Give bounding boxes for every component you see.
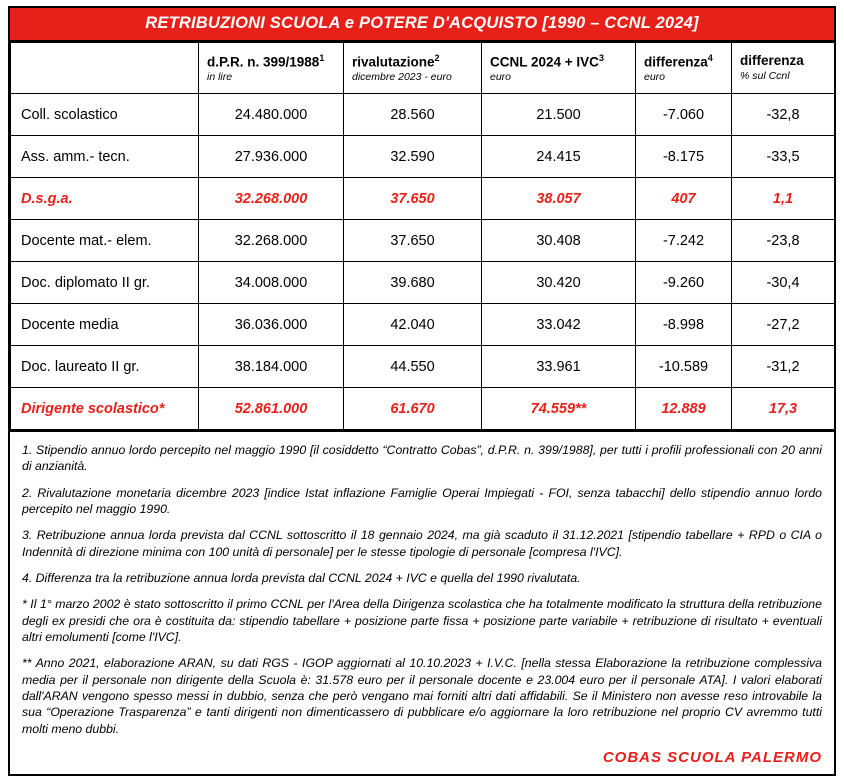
row-label: Dirigente scolastico* (11, 388, 199, 430)
cell-dpr399: 32.268.000 (199, 220, 344, 262)
column-header-ccnl2024-label: CCNL 2024 + IVC (490, 54, 599, 70)
table-row (11, 262, 835, 304)
table-row (11, 220, 835, 262)
footnote-2: 2. Rivalutazione monetaria dicembre 2023 [indice Istat inflazione Famiglie Operai Impiegati - FOI, senza tabacchi] dello stipendio annuo lordo percepito nel maggio 1990. (22, 485, 822, 517)
footnote-1: 1. Stipendio annuo lordo percepito nel maggio 1990 [il cosiddetto “Contratto Cobas”, d.P.R. n. 399/1988], per tutti i profili professionali con 20 anni di anzianità. (22, 443, 822, 474)
footnote-double-asterisk: ** Anno 2021, elaborazione ARAN, su dati RGS - IGOP aggiornati al 10.10.2023 + I.V.C. [nella stessa Elaborazione la retribuzione complessiva media per il personale non dirigente della Scuola è: 31.578 euro per il personale docente e 23.004 euro per il personale ATA]. I valori elaborati dall'ARAN vengono spesso messi in dubbio, senza che però vengano mai forniti altri dati affidabili. Se il Ministero non avesse reso introvabile la sua “Operazione Trasparenza” e tanti dirigenti non dimenticassero di pubblicare e/o aggiornare la loro retribuzione nel proprio CV avremmo tutti molti meno dubbi. (22, 656, 822, 736)
document-frame (8, 6, 836, 776)
cell-dpr399: 27.936.000 (199, 136, 344, 178)
table-row (11, 94, 835, 136)
table-row (11, 136, 835, 178)
table-row (11, 304, 835, 346)
table-header-row (11, 43, 835, 94)
cell-dpr399: 36.036.000 (199, 304, 344, 346)
row-label: Doc. diplomato II gr. (11, 262, 199, 304)
row-label: D.s.g.a. (11, 178, 199, 220)
organization-signature: COBAS SCUOLA PALERMO (602, 749, 822, 767)
cell-differenza-perc: -27,2 (732, 304, 835, 346)
table-row (11, 346, 835, 388)
cell-differenza-euro: -9.260 (636, 262, 732, 304)
retribuzioni-table (10, 42, 835, 430)
cell-dpr399: 38.184.000 (199, 346, 344, 388)
column-header-differenza-euro-sup: 4 (707, 52, 713, 63)
column-header-rivalutazione-sup: 2 (434, 52, 440, 63)
row-label: Ass. amm.- tecn. (11, 136, 199, 178)
column-header-differenza-euro-sub: euro (644, 70, 666, 83)
table-row-highlighted (11, 388, 835, 430)
column-header-dpr399-sup: 1 (319, 52, 325, 63)
column-header-differenza-euro (636, 43, 732, 94)
table-body (11, 94, 835, 430)
row-label: Coll. scolastico (11, 94, 199, 136)
cell-ccnl2024: 30.408 (482, 220, 636, 262)
footnote-asterisk: * Il 1° marzo 2002 è stato sottoscritto il primo CCNL per l'Area della Dirigenza scolastica che ha totalmente modificato la struttura della retribuzione degli ex presidi che ora è costituita da: stipendio tabellare + posizione parte fissa + posizione parte variabile + retribuzione di risultato + eventuali altri emolumenti [come l'IVC]. (22, 597, 822, 645)
cell-ccnl2024: 24.415 (482, 136, 636, 178)
column-header-ccnl2024-sup: 3 (598, 52, 604, 63)
cell-rivalutazione: 44.550 (344, 346, 482, 388)
cell-rivalutazione: 42.040 (344, 304, 482, 346)
cell-differenza-perc: -32,8 (732, 94, 835, 136)
row-label: Docente mat.- elem. (11, 220, 199, 262)
footnote-3: 3. Retribuzione annua lorda prevista dal CCNL sottoscritto il 18 gennaio 2024, ma già scaduto il 31.12.2021 [stipendio tabellare + RPD o CIA o Indennità di direzione minima con 100 unità di personale] per le stesse tipologie di personale [compresa l'IVC]. (22, 528, 822, 559)
cell-dpr399: 32.268.000 (199, 178, 344, 220)
document-title: RETRIBUZIONI SCUOLA e POTERE D'ACQUISTO [1990 – CCNL 2024] (10, 8, 834, 42)
cell-rivalutazione: 28.560 (344, 94, 482, 136)
cell-differenza-euro: -8.175 (636, 136, 732, 178)
cell-ccnl2024: 33.042 (482, 304, 636, 346)
footnote-4: 4. Differenza tra la retribuzione annua lorda prevista dal CCNL 2024 + IVC e quella del 1990 rivalutata. (22, 571, 581, 586)
column-header-differenza-perc-label: differenza (740, 53, 804, 69)
cell-differenza-euro: -8.998 (636, 304, 732, 346)
cell-ccnl2024: 74.559** (482, 388, 636, 430)
column-header-dpr399-label: d.P.R. n. 399/1988 (207, 54, 320, 70)
cell-ccnl2024: 33.961 (482, 346, 636, 388)
column-header-differenza-perc-sub: % sul Ccnl (740, 69, 790, 82)
table-header (11, 43, 835, 94)
column-header-rivalutazione (344, 43, 482, 94)
cell-differenza-perc: -33,5 (732, 136, 835, 178)
column-header-dpr399 (199, 43, 344, 94)
column-header-ccnl2024-sub: euro (490, 70, 512, 83)
column-header-differenza-perc (732, 43, 835, 94)
cell-rivalutazione: 32.590 (344, 136, 482, 178)
cell-rivalutazione: 61.670 (344, 388, 482, 430)
row-label: Docente media (11, 304, 199, 346)
cell-dpr399: 24.480.000 (199, 94, 344, 136)
cell-differenza-perc: -23,8 (732, 220, 835, 262)
footnotes (10, 430, 834, 747)
column-header-rivalutazione-label: rivalutazione (352, 54, 435, 70)
cell-rivalutazione: 37.650 (344, 220, 482, 262)
cell-differenza-euro: 407 (636, 178, 732, 220)
row-label: Doc. laureato II gr. (11, 346, 199, 388)
cell-ccnl2024: 38.057 (482, 178, 636, 220)
cell-rivalutazione: 37.650 (344, 178, 482, 220)
cell-dpr399: 52.861.000 (199, 388, 344, 430)
cell-rivalutazione: 39.680 (344, 262, 482, 304)
cell-differenza-perc: 1,1 (732, 178, 835, 220)
column-header-differenza-euro-label: differenza (644, 54, 708, 70)
cell-differenza-perc: -30,4 (732, 262, 835, 304)
cell-differenza-euro: 12.889 (636, 388, 732, 430)
column-header-dpr399-sub: in lire (207, 70, 233, 83)
cell-differenza-perc: -31,2 (732, 346, 835, 388)
cell-ccnl2024: 21.500 (482, 94, 636, 136)
table-row-highlighted (11, 178, 835, 220)
column-header-ccnl2024 (482, 43, 636, 94)
cell-differenza-euro: -7.242 (636, 220, 732, 262)
column-header-rivalutazione-sub: dicembre 2023 - euro (352, 70, 452, 83)
cell-differenza-euro: -10.589 (636, 346, 732, 388)
column-header-profile (11, 43, 199, 94)
cell-dpr399: 34.008.000 (199, 262, 344, 304)
cell-differenza-euro: -7.060 (636, 94, 732, 136)
cell-differenza-perc: 17,3 (732, 388, 835, 430)
cell-ccnl2024: 30.420 (482, 262, 636, 304)
